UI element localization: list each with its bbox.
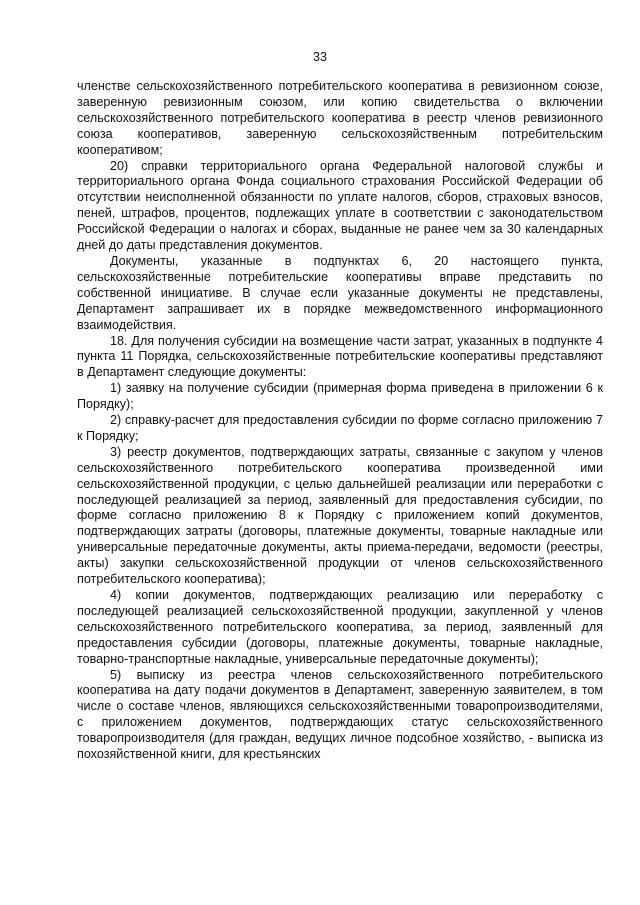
paragraph: 3) реестр документов, подтверждающих затраты, связанные с закупом у членов сельскохозяйственного потребительского кооператива произведенной ими сельскохозяйственной продукции, с целью дальнейшей реализации или переработки с последующей реализацией за период, заявленный для предоставления субсидии, по форме согласно приложению 8 к Порядку с приложением копий документов, подтверждающих затраты (договоры, платежные документы, товарные накладные или универсальные передаточные документы, акты приема-передачи, ведомости (реестры, акты) закупки сельскохозяйственной продукции от членов сельскохозяйственного потребительского кооператива); <box>77 444 603 587</box>
paragraph: 18. Для получения субсидии на возмещение части затрат, указанных в подпункте 4 пункта 11 Порядка, сельскохозяйственные потребительские кооперативы представляют в Департамент следующие документы: <box>77 333 603 380</box>
document-body <box>77 79 603 763</box>
paragraph: 20) справки территориального органа Федеральной налоговой службы и территориального органа Фонда социального страхования Российской Федерации об отсутствии неисполненной обязанности по уплате налогов, сборов, страховых взносов, пеней, штрафов, процентов, подлежащих уплате в соответствии с законодательством Российской Федерации о налогах и сборах, выданные не ранее чем за 30 календарных дней до даты представления документов. <box>77 158 603 253</box>
paragraph: членстве сельскохозяйственного потребительского кооператива в ревизионном союзе, заверенную ревизионным союзом, или копию свидетельства о включении сельскохозяйственного потребительского кооператива в реестр членов ревизионного союза кооперативов, заверенную сельскохозяйственным потребительским кооперативом; <box>77 79 603 157</box>
paragraph: 2) справку-расчет для предоставления субсидии по форме согласно приложению 7 к Порядку; <box>77 413 603 443</box>
paragraph: 5) выписку из реестра членов сельскохозяйственного потребительского кооператива на дату подачи документов в Департамент, заверенную заявителем, в том числе о составе членов, являющихся сельскохозяйственными товаропроизводителями, с приложением документов, подтверждающих статус сельскохозяйственного товаропроизводителя (для граждан, ведущих личное подсобное хозяйство, - выписка из похозяйственной книги, для крестьянских <box>77 667 603 762</box>
page-number: 33 <box>313 50 327 64</box>
paragraph: 4) копии документов, подтверждающих реализацию или переработку с последующей реализацией сельскохозяйственной продукции, закупленной у членов сельскохозяйственного потребительского кооператива, за период, заявленный для предоставления субсидии (договоры, платежные документы, товарные накладные, товарно-транспортные накладные, универсальные передаточные документы); <box>77 588 603 666</box>
paragraph: 1) заявку на получение субсидии (примерная форма приведена в приложении 6 к Порядку); <box>77 381 603 412</box>
paragraph: Документы, указанные в подпунктах 6, 20 настоящего пункта, сельскохозяйственные потребительские кооперативы вправе представить по собственной инициативе. В случае если указанные документы не представлены, Департамент запрашивает их в порядке межведомственного информационного взаимодействия. <box>77 253 603 332</box>
